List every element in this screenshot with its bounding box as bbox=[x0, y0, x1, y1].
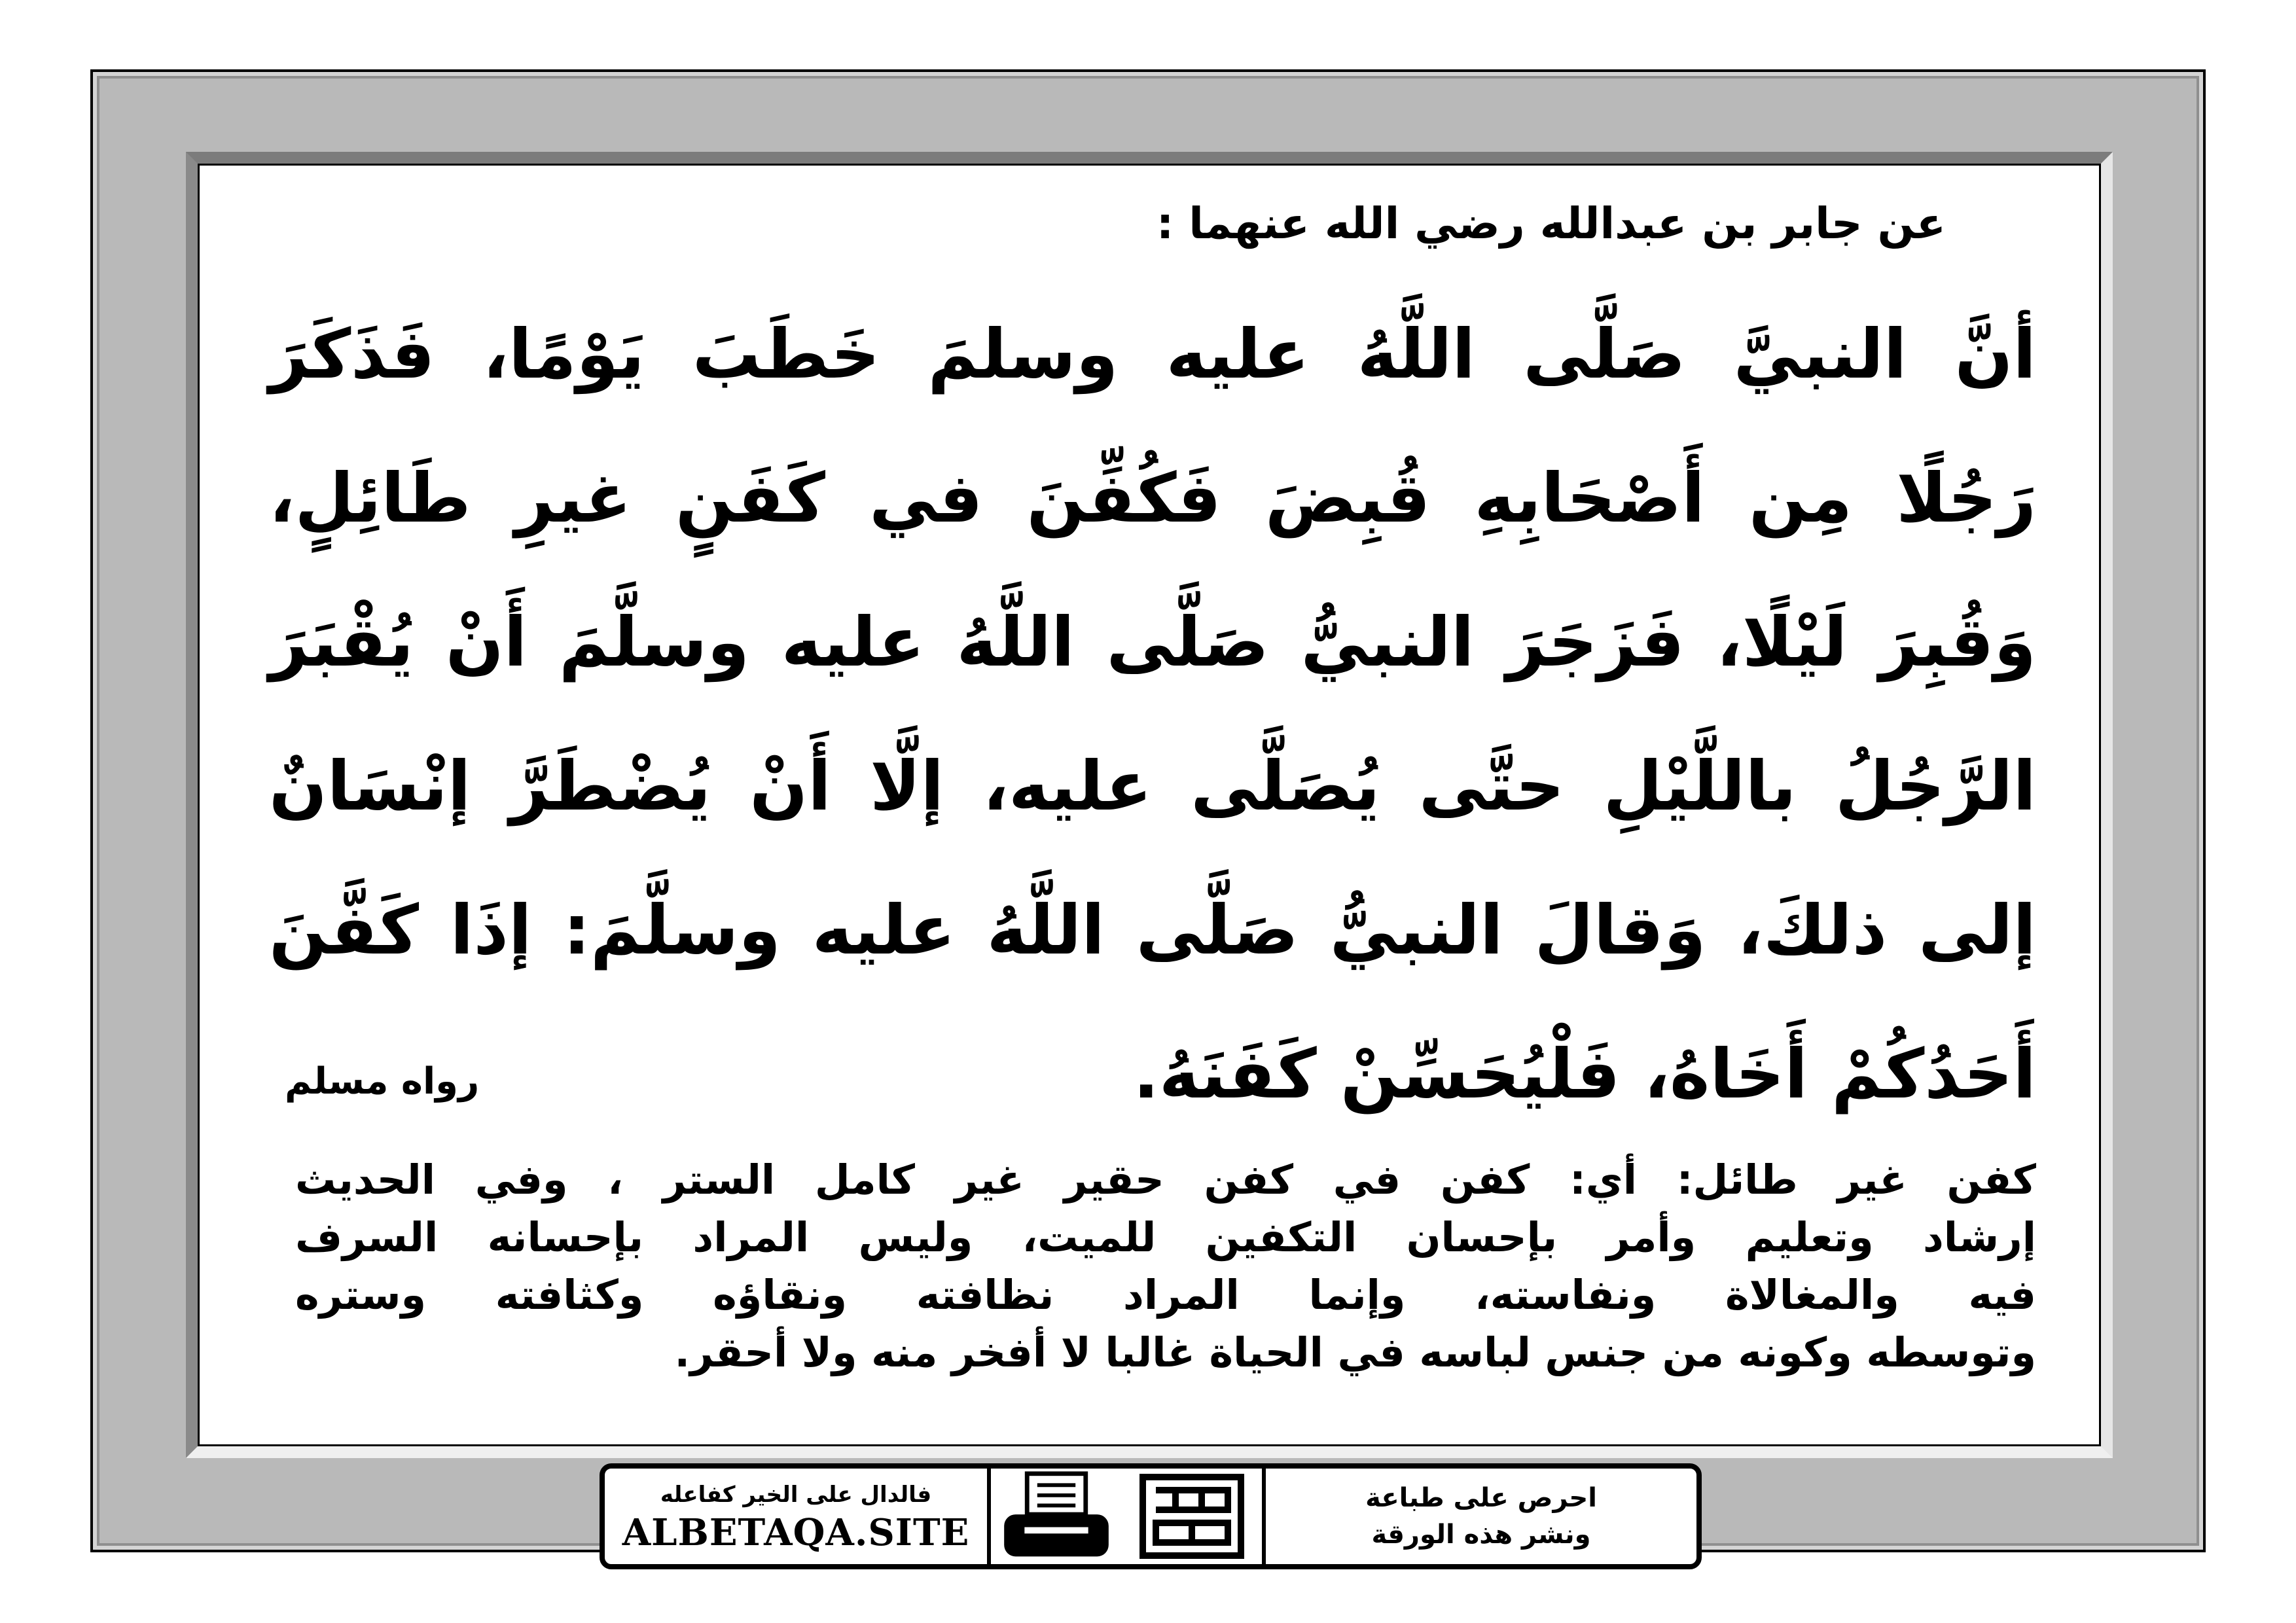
explanation-text bbox=[295, 1151, 2036, 1382]
explanation-line: وتوسطه وكونه من جنس لباسه في الحياة غالبا لا أفخر منه ولا أحقر. bbox=[674, 1329, 2036, 1376]
hadith-line: أنَّ النبيَّ صَلَّى اللَّهُ عليه وسلمَ خَطَبَ يَوْمًا، فَذَكَرَ bbox=[269, 314, 2036, 394]
explanation-line: فيه والمغالاة ونفاسته، وإنما المراد نظافته ونقاؤه وكثافته وستره bbox=[295, 1271, 2036, 1319]
narrator-heading: عن جابر بن عبدالله رضي الله عنهما : bbox=[1156, 198, 1946, 249]
explanation-line: إرشاد وتعليم وأمر بإحسان التكفين للميت، وليس المراد بإحسانه السرف bbox=[295, 1213, 2036, 1261]
printer-icon bbox=[991, 1469, 1122, 1564]
hadith-line: أَحَدُكُمْ أَخَاهُ، فَلْيُحَسِّنْ كَفَنَهُ. bbox=[1133, 1034, 2036, 1114]
footer-site-link[interactable]: ALBETAQA.SITE bbox=[622, 1511, 970, 1554]
footer-slogan: فالدال على الخير كفاعله bbox=[660, 1482, 932, 1508]
hadith-line: إلى ذلكَ، وَقالَ النبيُّ صَلَّى اللَّهُ عليه وسلَّمَ: إذَا كَفَّنَ bbox=[269, 890, 2036, 970]
footer-site-block[interactable] bbox=[605, 1469, 991, 1564]
hadith-line: وَقُبِرَ لَيْلًا، فَزَجَرَ النبيُّ صَلَّى اللَّهُ عليه وسلَّمَ أَنْ يُقْبَرَ bbox=[269, 602, 2036, 682]
footer-note-line1: احرص على طباعة bbox=[1365, 1483, 1597, 1513]
printer-icon-svg bbox=[997, 1469, 1115, 1564]
footer-bar bbox=[600, 1463, 1702, 1569]
hadith-source: رواه مسلم bbox=[285, 1060, 480, 1103]
kufic-logo bbox=[1136, 1471, 1247, 1562]
hadith-text bbox=[269, 282, 2036, 1146]
logo-block bbox=[1122, 1469, 1266, 1564]
explanation-line: كفن غير طائل: أي: كفن في كفن حقير غير كامل الستر ، وفي الحديث bbox=[295, 1156, 2036, 1204]
card-content bbox=[198, 164, 2101, 1446]
hadith-line: رَجُلًا مِن أَصْحَابِهِ قُبِضَ فَكُفِّنَ في كَفَنٍ غيرِ طَائِلٍ، bbox=[269, 458, 2036, 538]
footer-note-line2: ونشر هذه الورقة bbox=[1371, 1520, 1591, 1550]
hadith-line: الرَّجُلُ باللَّيْلِ حتَّى يُصَلَّى عليه، إلَّا أَنْ يُضْطَرَّ إنْسَانٌ bbox=[269, 746, 2036, 826]
footer-note bbox=[1266, 1469, 1696, 1564]
